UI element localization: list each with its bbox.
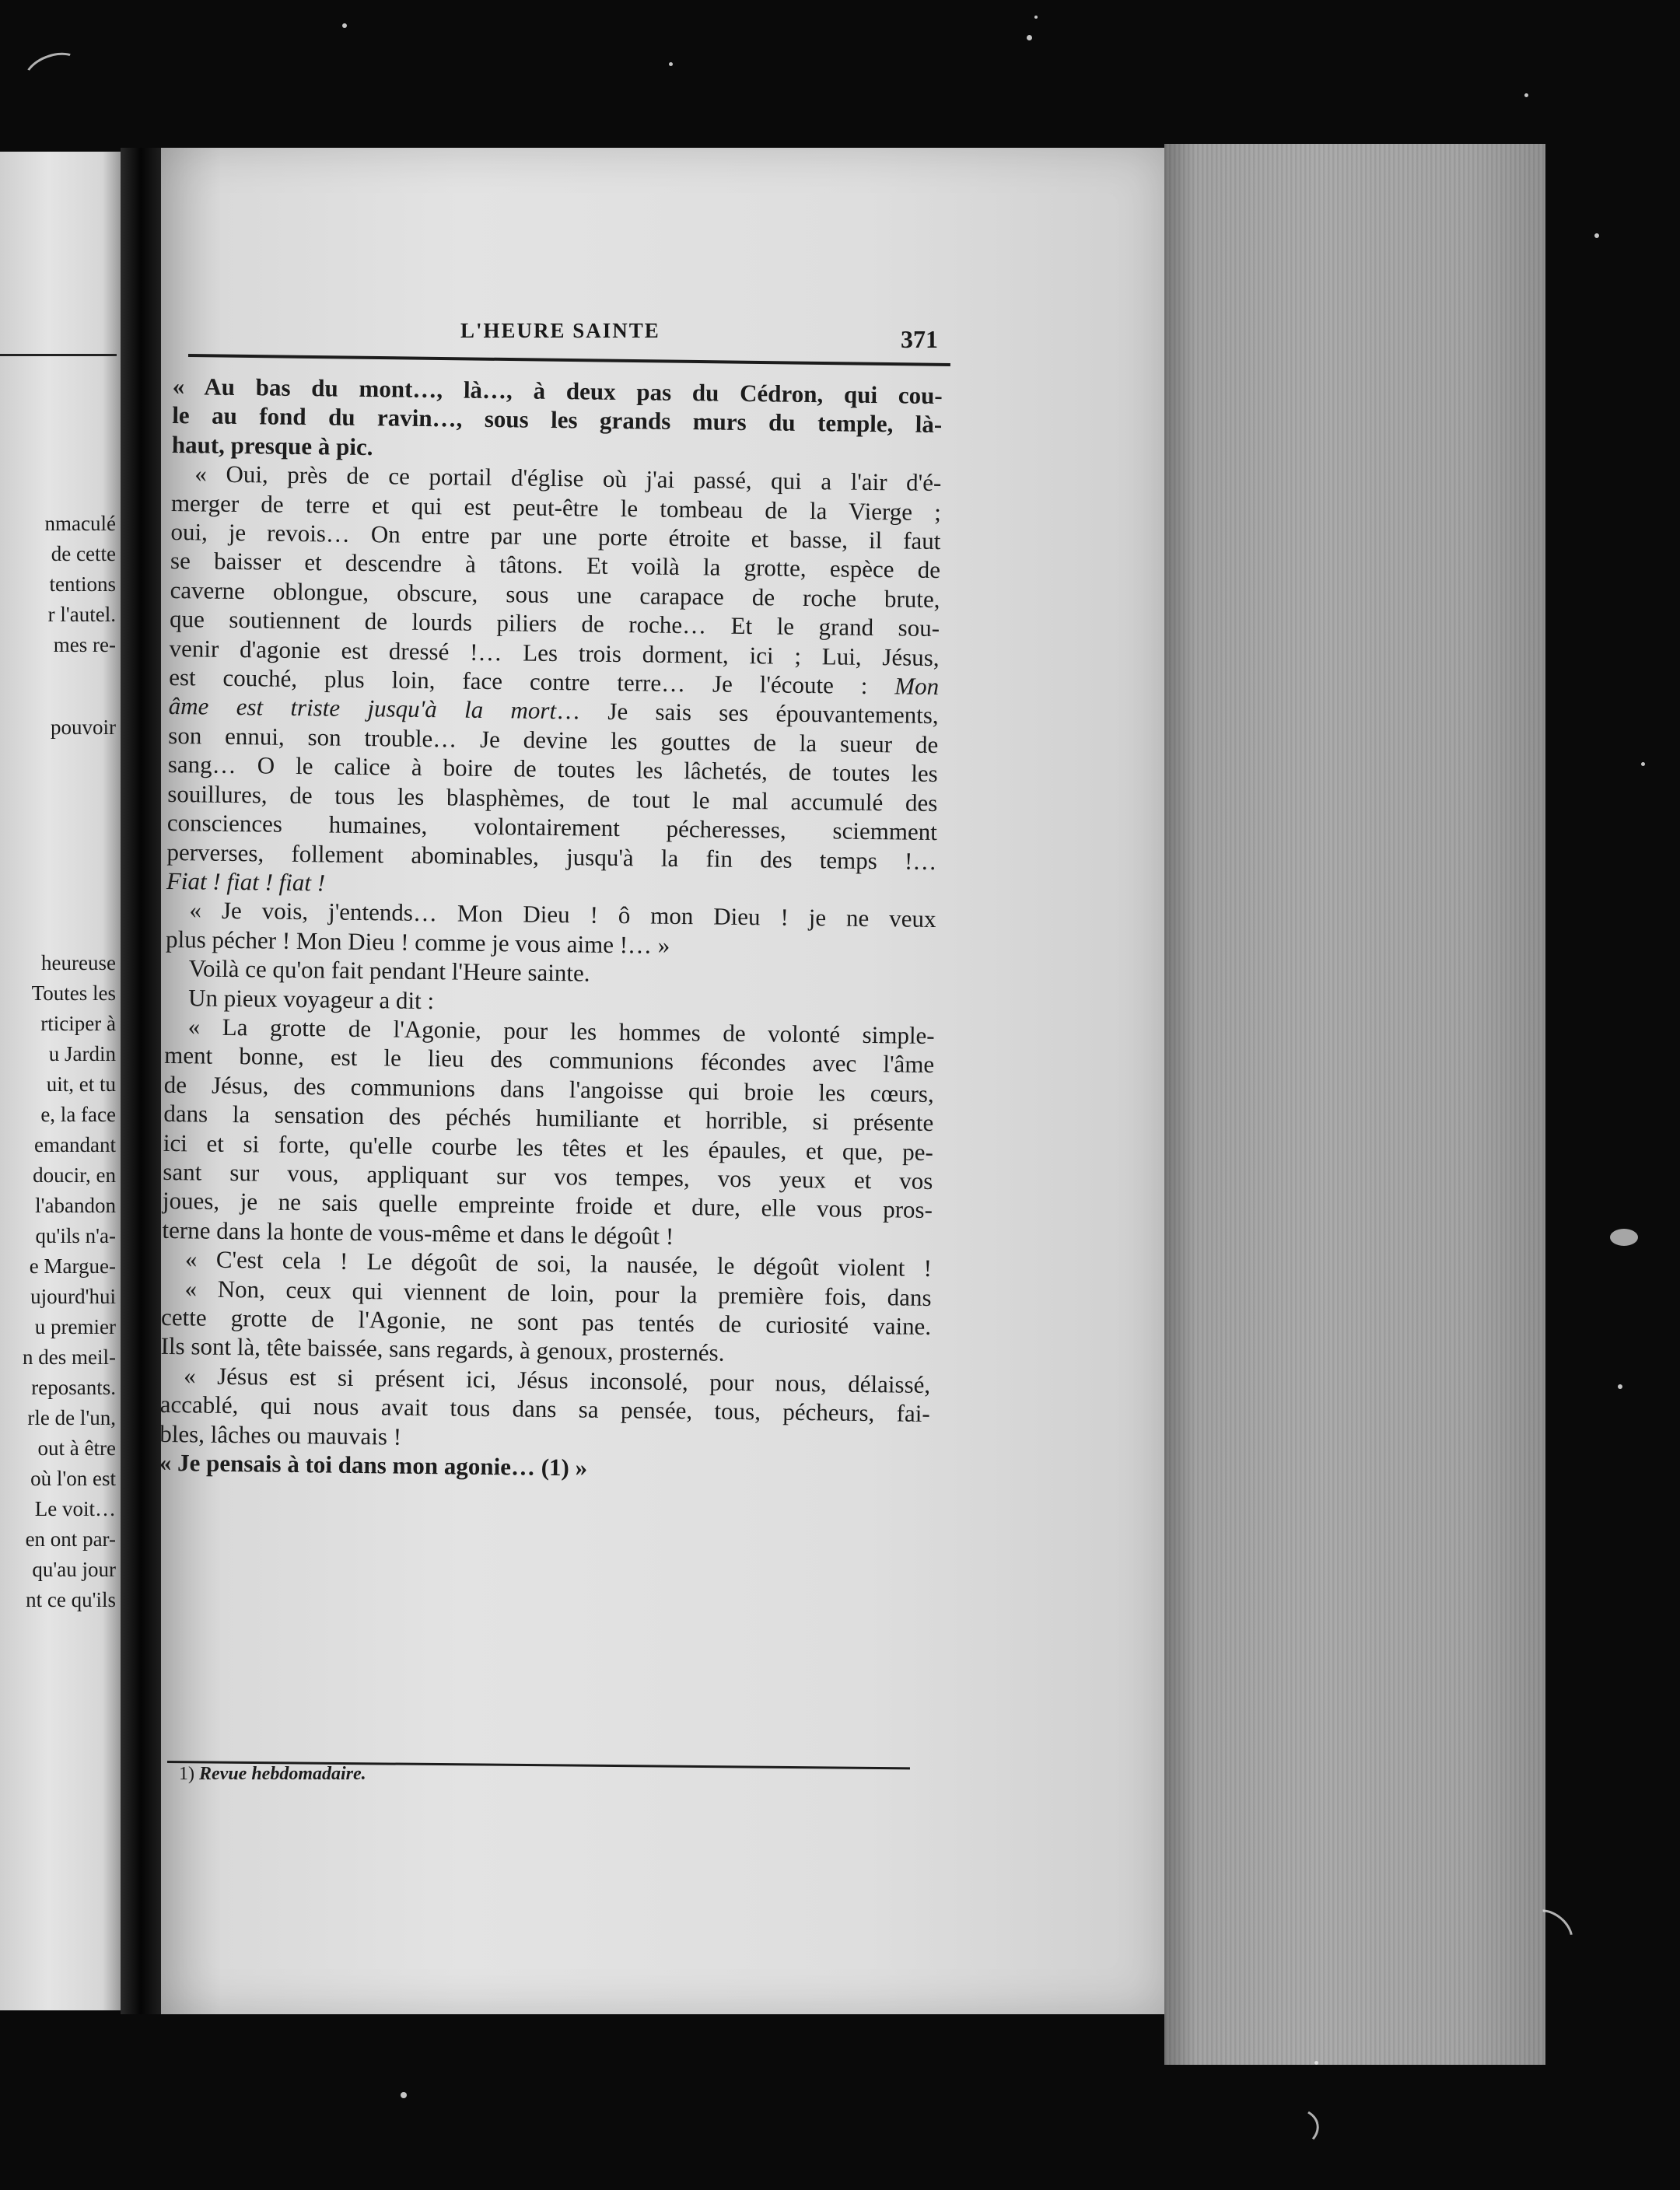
dust-speck — [1034, 16, 1038, 19]
left-page-line: u Jardin — [48, 1042, 116, 1065]
left-page-line: emandant — [34, 1133, 116, 1156]
body-text — [159, 372, 943, 1486]
text-segment: … Je sais ses épouvantements, — [555, 697, 939, 729]
left-page-line: reposants. — [31, 1376, 116, 1399]
left-page-line: e Margue- — [29, 1254, 116, 1278]
text-line: merger de terre et qui est peut-être le tombeau de la Vierge ; — [170, 488, 942, 526]
left-page-line: rticiper à — [40, 1012, 116, 1035]
left-page-line: qu'au jour — [32, 1558, 116, 1581]
text-line: dans la sensation des péchés humiliante et horrible, si présente — [163, 1100, 934, 1137]
text-line: le au fond du ravin…, sous les grands murs du temple, là- — [172, 401, 943, 439]
left-page-line: où l'on est — [30, 1467, 116, 1490]
text-line: Voilà ce qu'on fait pendant l'Heure sainte. — [188, 954, 590, 987]
page-number: 371 — [901, 325, 938, 353]
dust-speck — [342, 23, 347, 28]
dust-speck — [1524, 93, 1528, 97]
left-page-rule — [0, 354, 117, 356]
text-line: « Non, ceux qui viennent de loin, pour la première fois, dans — [184, 1274, 932, 1311]
footnote-marker: 1) — [179, 1764, 194, 1784]
text-line: bles, lâches ou mauvais ! — [159, 1419, 402, 1450]
left-page-line: r l'autel. — [47, 603, 116, 626]
text-line: haut, presque à pic. — [171, 430, 373, 460]
left-page-line: doucir, en — [33, 1163, 116, 1187]
text-line: Un pieux voyageur a dit : — [187, 983, 435, 1014]
text-line: sant sur vous, appliquant sur vos tempes, vos yeux et vos — [163, 1157, 933, 1195]
page-block-edges — [1164, 144, 1545, 2065]
italic-segment: âme est triste jusqu'à la mort — [168, 692, 557, 725]
dust-speck — [1594, 233, 1599, 238]
text-line: « Je pensais à toi dans mon agonie… (1) » — [159, 1448, 588, 1482]
italic-segment: Fiat ! fiat ! fiat ! — [166, 866, 326, 897]
left-page-line: ujourd'hui — [30, 1285, 116, 1308]
dust-speck — [401, 2092, 407, 2098]
left-page-line: e, la face — [40, 1103, 116, 1126]
left-page-line: u premier — [34, 1315, 116, 1338]
text-line: « Je vois, j'entends… Mon Dieu ! ô mon Dieu ! je ne veux — [189, 896, 936, 933]
italic-segment: Mon — [894, 672, 940, 701]
left-page-line: tentions — [49, 572, 116, 596]
text-line: consciences humaines, volontairement pécheresses, sciemment — [166, 809, 938, 846]
text-line: souillures, de tous les blasphèmes, de tout le mal accumulé des — [167, 779, 938, 817]
text-line: ici et si forte, qu'elle courbe les têtes et les épaules, et que, pe- — [163, 1128, 934, 1166]
text-line: venir d'agonie est dressé !… Les trois dorment, ici ; Lui, Jésus, — [169, 634, 940, 671]
left-page-line: uit, et tu — [46, 1072, 116, 1096]
left-page-line: pouvoir — [51, 715, 116, 739]
text-line: Ils sont là, tête baissée, sans regards, à genoux, prosternés. — [160, 1332, 725, 1367]
dust-speck — [669, 62, 673, 66]
left-page-line: nmaculé — [44, 512, 116, 535]
left-page-line: nt ce qu'ils — [26, 1588, 116, 1611]
left-page-line: heureuse — [41, 951, 116, 974]
text-line: joues, je ne sais quelle empreinte froide et dure, elle vous pros- — [162, 1187, 933, 1224]
text-line: cette grotte de l'Agonie, ne sont pas tentés de curiosité vaine. — [160, 1303, 932, 1341]
text-line: « Jésus est si présent ici, Jésus inconsolé, pour nous, délaissé, — [184, 1362, 931, 1398]
text-line: perverses, follement abominables, jusqu'à la fin des temps !… — [166, 838, 937, 875]
text-line: accablé, qui nous avait tous dans sa pensée, tous, pécheurs, fai- — [159, 1391, 930, 1428]
left-page-line: Le voit… — [34, 1497, 116, 1520]
left-page-line: l'abandon — [35, 1194, 116, 1217]
footnote-text: Revue hebdomadaire. — [199, 1764, 366, 1784]
text-line: « Oui, près de ce portail d'église où j'ai passé, qui a l'air d'é- — [194, 460, 942, 497]
text-line: plus pécher ! Mon Dieu ! comme je vous aime !… » — [165, 925, 670, 959]
footnote — [179, 1764, 366, 1785]
text-line: se baisser et descendre à tâtons. Et voilà la grotte, espèce de — [170, 547, 941, 584]
left-facing-page — [0, 152, 121, 2010]
text-line: « Au bas du mont…, là…, à deux pas du Cédron, qui cou- — [172, 372, 943, 410]
left-page-line: rle de l'un, — [27, 1406, 116, 1429]
text-line: oui, je revois… On entre par une porte étroite et basse, il faut — [170, 518, 941, 555]
text-line: caverne oblongue, obscure, sous une carapace de roche brute, — [170, 575, 940, 613]
dust-fiber — [19, 45, 86, 99]
dust-speck — [1618, 1384, 1622, 1389]
text-line: de Jésus, des communions dans l'angoisse qui broie les cœurs, — [163, 1070, 934, 1107]
text-line: « C'est cela ! Le dégoût de soi, la nausée, le dégoût violent ! — [184, 1245, 933, 1282]
left-page-line: n des meil- — [23, 1345, 116, 1369]
left-page-line: out à être — [37, 1436, 116, 1460]
dust-speck — [1641, 762, 1645, 766]
left-page-line: mes re- — [53, 633, 116, 656]
text-line: ment bonne, est le lieu des communions fécondes avec l'âme — [164, 1041, 935, 1079]
dust-speck — [1314, 2061, 1318, 2065]
text-line: que soutiennent de lourds piliers de roche… Et le grand sou- — [169, 605, 940, 642]
left-page-line: de cette — [51, 542, 116, 565]
text-line: « La grotte de l'Agonie, pour les hommes de volonté simple- — [187, 1013, 935, 1049]
text-line: son ennui, son trouble… Je devine les gouttes de la sueur de — [168, 721, 939, 758]
left-page-line: en ont par- — [25, 1527, 116, 1551]
text-segment: est couché, plus loin, face contre terre… Je l'écoute : — [168, 663, 868, 700]
book-gutter — [121, 148, 161, 2014]
left-page-line: Toutes les — [31, 981, 116, 1005]
dust-clump — [1610, 1229, 1638, 1246]
running-head: L'HEURE SAINTE — [460, 319, 660, 342]
dust-fiber — [1257, 2103, 1323, 2156]
left-page-line: qu'ils n'a- — [35, 1224, 116, 1247]
text-line: sang… O le calice à boire de toutes les lâchetés, de toutes les — [167, 750, 938, 788]
text-line: terne dans la honte de vous-même et dans le dégoût ! — [162, 1216, 674, 1250]
page-edge-shadow — [1164, 144, 1195, 2065]
dust-speck — [1027, 35, 1032, 40]
